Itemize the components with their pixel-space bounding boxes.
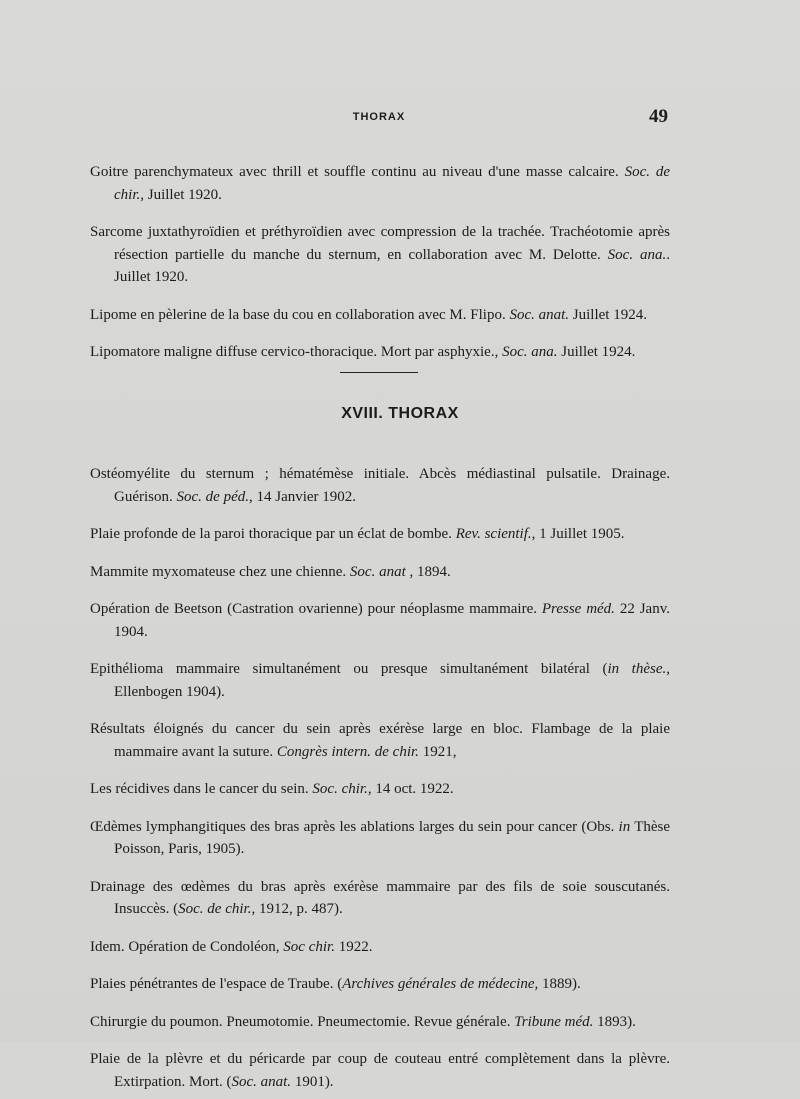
journal-ref: Soc. anat. (231, 1073, 292, 1090)
entry-date: , 1912, p. 487). (251, 901, 343, 917)
section-title: XVIII. THORAX (341, 405, 459, 422)
bibliography-entry (90, 1011, 670, 1034)
bibliography-entry (90, 561, 670, 584)
entry-date: , Juillet 1920. (140, 186, 222, 203)
entry-date: , 1 Juillet 1905. (531, 526, 625, 542)
journal-ref: in thèse. (607, 661, 667, 677)
journal-ref: Soc. ana. (502, 344, 558, 360)
journal-ref: Soc. de chir. (178, 901, 252, 917)
page-number: 49 (649, 106, 668, 127)
entry-date: Juillet 1924. (557, 344, 636, 360)
entry-date: 22 Janv. 1904. (114, 601, 670, 640)
bibliography-entry (90, 936, 670, 959)
journal-ref: Soc. chir. (312, 781, 368, 797)
entry-text: Plaie profonde de la paroi thoracique par un éclat de bombe. (90, 526, 452, 542)
journal-ref: Soc. de péd. (176, 488, 249, 505)
journal-ref: Archives générales de médecine, (342, 976, 539, 992)
bibliography-entry (90, 876, 670, 921)
entry-date: , 1894. (405, 563, 451, 580)
journal-ref: Tribune méd. (514, 1013, 594, 1030)
bibliography-list-thorax (90, 448, 670, 1099)
page-header (90, 106, 668, 130)
entry-date: Thèse Poisson, Paris, 1905). (114, 818, 671, 857)
entry-text: Résultats éloignés du cancer du sein après exérèse large en bloc. Flambage de la plaie mammaire avant la suture. (90, 721, 670, 760)
running-title: THORAX (352, 111, 406, 123)
bibliography-entry (90, 221, 670, 289)
entry-text: Epithélioma mammaire simultanément ou presque simultanément bilatéral ( (90, 661, 608, 677)
entry-date: 1922. (334, 938, 373, 955)
entry-date: , 14 oct. 1922. (367, 781, 454, 797)
journal-ref: Rev. scientif. (455, 526, 532, 542)
journal-ref: in (618, 818, 631, 835)
entry-date: , 14 Janvier 1902. (248, 488, 357, 505)
journal-ref: Soc. de chir. (114, 164, 670, 203)
entry-date: . Juillet 1920. (114, 246, 670, 285)
journal-ref: Congrès intern. de chir. (276, 743, 419, 760)
bibliography-entry (90, 161, 670, 206)
bibliography-entry (90, 463, 670, 508)
entry-text: Ostéomyélite du sternum ; hématémèse initiale. Abcès médiastinal pulsatile. Drainage. Guérison. (90, 466, 670, 505)
entry-text: Chirurgie du poumon. Pneumotomie. Pneumectomie. Revue générale. (90, 1013, 511, 1030)
bibliography-entry (90, 778, 670, 801)
entry-text: Drainage des œdèmes du bras après exérèse mammaire par des fils de soie souscutanés. Insuccès. ( (90, 878, 670, 917)
section-divider (340, 372, 418, 373)
entry-text: Les récidives dans le cancer du sein. (90, 781, 309, 797)
journal-ref: Soc chir. (283, 938, 335, 955)
entry-text: Mammite myxomateuse chez une chienne. (90, 563, 347, 580)
bibliography-entry (90, 718, 670, 763)
entry-text: Sarcome juxtathyroïdien et préthyroïdien avec compression de la trachée. Trachéotomie après résection partielle du manche du sternum, en collaboration avec M. Delotte. (90, 224, 670, 263)
entry-text: Lipomatore maligne diffuse cervico-thoracique. Mort par asphyxie., (90, 344, 499, 360)
bibliography-list-continued (90, 146, 670, 370)
entry-date: , Ellenbogen 1904). (114, 661, 670, 700)
entry-date: 1893). (593, 1013, 636, 1030)
bibliography-entry (90, 598, 670, 643)
bibliography-entry (90, 304, 670, 327)
entry-date: 1889). (538, 976, 581, 992)
entry-text: Plaie de la plèvre et du péricarde par coup de couteau entré complètement dans la plèvre. Extirpation. Mort. ( (90, 1051, 670, 1090)
entry-text: Goitre parenchymateux avec thrill et souffle continu au niveau d'une masse calcaire. (90, 164, 619, 180)
journal-ref: Soc. anat (349, 563, 406, 580)
bibliography-entry (90, 658, 670, 703)
entry-text: Lipome en pèlerine de la base du cou en collaboration avec M. Flipo. (90, 306, 506, 323)
entry-date: 1901). (291, 1073, 334, 1090)
entry-date: 1921, (418, 743, 457, 760)
bibliography-entry (90, 523, 670, 546)
entry-text: Opération de Beetson (Castration ovarienne) pour néoplasme mammaire. (90, 601, 537, 617)
journal-ref: Presse méd. (541, 601, 615, 617)
entry-date: Juillet 1924. (569, 306, 647, 323)
journal-ref: Soc. anat. (509, 306, 570, 323)
bibliography-entry (90, 816, 670, 861)
entry-text: Idem. Opération de Condoléon, (90, 938, 280, 955)
bibliography-entry (90, 341, 670, 364)
bibliography-entry (90, 973, 670, 996)
bibliography-entry (90, 1048, 670, 1093)
entry-text: Plaies pénétrantes de l'espace de Traube. ( (90, 976, 343, 992)
entry-text: Œdèmes lymphangitiques des bras après les ablations larges du sein pour cancer (Obs. (90, 818, 615, 835)
journal-ref: Soc. ana. (607, 246, 667, 263)
